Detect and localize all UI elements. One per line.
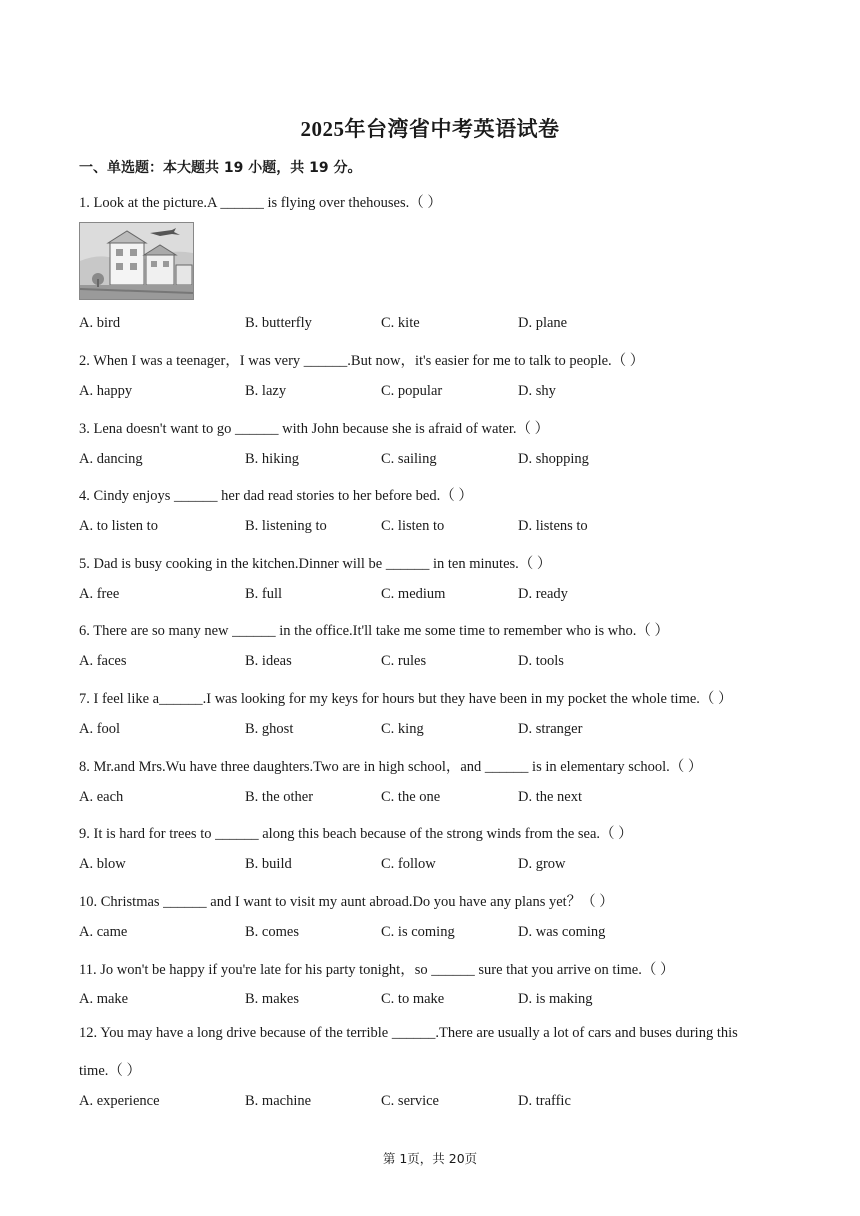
option-d[interactable]: D. was coming [518, 924, 606, 940]
option-c[interactable]: C. rules [381, 653, 427, 669]
option-a[interactable]: A. make [79, 991, 129, 1007]
question-1-picture [79, 222, 194, 300]
option-c[interactable]: C. listen to [381, 518, 445, 534]
option-b[interactable]: B. ghost [245, 721, 294, 737]
option-c[interactable]: C. medium [381, 586, 446, 602]
question-11: 11. Jo won't be happy if you're late for his party tonight，so ______ sure that you arrive on time.（ ） [79, 962, 675, 978]
question-5: 5. Dad is busy cooking in the kitchen.Dinner will be ______ in ten minutes.（ ） [79, 556, 552, 572]
option-b[interactable]: B. comes [245, 924, 299, 940]
page-title: 2025年台湾省中考英语试卷 [300, 117, 560, 141]
option-a[interactable]: A. each [79, 789, 124, 805]
question-9: 9. It is hard for trees to ______ along this beach because of the strong winds from the sea.（ ） [79, 826, 633, 842]
option-a[interactable]: A. bird [79, 315, 121, 331]
question-11-options [79, 991, 799, 1011]
option-a[interactable]: A. experience [79, 1093, 160, 1109]
page-footer: 第 1页，共 20页 [382, 1151, 478, 1166]
option-c[interactable]: C. kite [381, 315, 420, 331]
option-d[interactable]: D. is making [518, 991, 593, 1007]
option-b[interactable]: B. makes [245, 991, 299, 1007]
option-c[interactable]: C. to make [381, 991, 445, 1007]
option-b[interactable]: B. machine [245, 1093, 312, 1109]
option-a[interactable]: A. to listen to [79, 518, 158, 534]
question-3: 3. Lena doesn't want to go ______ with John because she is afraid of water.（ ） [79, 421, 550, 437]
question-1: 1. Look at the picture.A ______ is flying over thehouses.（ ） [79, 195, 442, 211]
option-d[interactable]: D. stranger [518, 721, 583, 737]
option-a[interactable]: A. dancing [79, 451, 143, 467]
option-d[interactable]: D. plane [518, 315, 568, 331]
option-b[interactable]: B. listening to [245, 518, 327, 534]
option-a[interactable]: A. blow [79, 856, 126, 872]
question-5-options [79, 586, 799, 606]
option-d[interactable]: D. grow [518, 856, 566, 872]
option-b[interactable]: B. build [245, 856, 292, 872]
option-a[interactable]: A. free [79, 586, 120, 602]
question-10-options [79, 924, 799, 944]
question-12-continued: time.（ ） [79, 1063, 142, 1079]
option-c[interactable]: C. sailing [381, 451, 437, 467]
option-a[interactable]: A. fool [79, 721, 121, 737]
question-12: 12. You may have a long drive because of the terrible ______.There are usually a lot of cars and buses during this [79, 1025, 738, 1041]
option-c[interactable]: C. the one [381, 789, 441, 805]
option-c[interactable]: C. follow [381, 856, 436, 872]
option-d[interactable]: D. ready [518, 586, 568, 602]
question-2: 2. When I was a teenager，I was very ______.But now，it's easier for me to talk to people.（ ） [79, 353, 645, 369]
option-b[interactable]: B. hiking [245, 451, 299, 467]
option-c[interactable]: C. is coming [381, 924, 455, 940]
option-b[interactable]: B. the other [245, 789, 314, 805]
option-b[interactable]: B. ideas [245, 653, 292, 669]
option-d[interactable]: D. the next [518, 789, 583, 805]
option-b[interactable]: B. lazy [245, 383, 287, 399]
question-4-options [79, 518, 799, 538]
option-d[interactable]: D. shopping [518, 451, 589, 467]
option-a[interactable]: A. happy [79, 383, 133, 399]
option-d[interactable]: D. shy [518, 383, 556, 399]
question-6: 6. There are so many new ______ in the office.It'll take me some time to remember who is who.（ ） [79, 623, 669, 639]
question-9-options [79, 856, 799, 876]
option-c[interactable]: C. service [381, 1093, 439, 1109]
option-b[interactable]: B. butterfly [245, 315, 312, 331]
option-d[interactable]: D. listens to [518, 518, 588, 534]
section-heading: 一、单选题：本大题共 19 小题，共 19 分。 [79, 160, 362, 176]
option-c[interactable]: C. king [381, 721, 424, 737]
option-d[interactable]: D. traffic [518, 1093, 571, 1109]
option-c[interactable]: C. popular [381, 383, 443, 399]
option-a[interactable]: A. faces [79, 653, 127, 669]
question-7: 7. I feel like a______.I was looking for my keys for hours but they have been in my pocket the whole time.（ ） [79, 691, 733, 707]
question-6-options [79, 653, 799, 673]
question-2-options [79, 383, 799, 403]
question-7-options [79, 721, 799, 741]
option-a[interactable]: A. came [79, 924, 128, 940]
question-8: 8. Mr.and Mrs.Wu have three daughters.Two are in high school，and ______ is in elementary school.（ ） [79, 759, 703, 775]
question-4: 4. Cindy enjoys ______ her dad read stories to her before bed.（ ） [79, 488, 473, 504]
question-10: 10. Christmas ______ and I want to visit my aunt abroad.Do you have any plans yet？（ ） [79, 894, 614, 910]
question-3-options [79, 451, 799, 471]
question-8-options [79, 789, 799, 809]
question-1-options [79, 315, 799, 335]
option-d[interactable]: D. tools [518, 653, 564, 669]
option-b[interactable]: B. full [245, 586, 283, 602]
question-12-options [79, 1093, 799, 1113]
